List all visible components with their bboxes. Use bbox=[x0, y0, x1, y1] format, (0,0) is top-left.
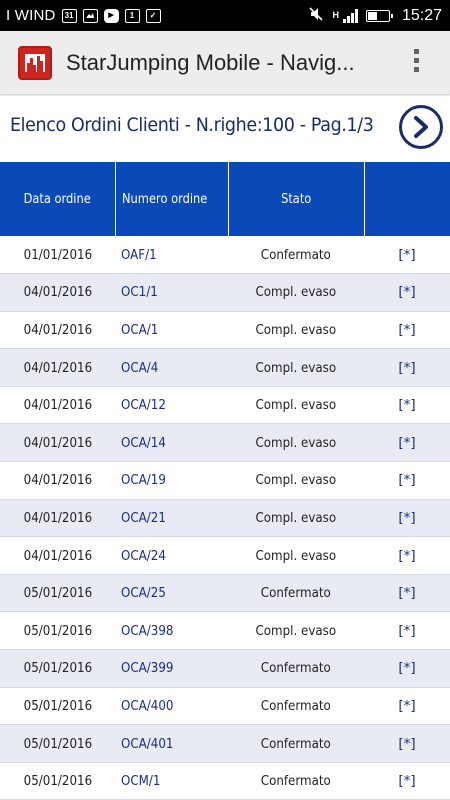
order-number-link[interactable]: OCM/1 bbox=[115, 762, 228, 800]
order-detail-link[interactable]: [*] bbox=[364, 274, 450, 312]
table-row[interactable] bbox=[0, 462, 450, 500]
order-date-cell: 01/01/2016 bbox=[0, 236, 115, 274]
order-status-cell: Confermato bbox=[228, 574, 364, 612]
clock: 15:27 bbox=[401, 6, 442, 24]
gallery-icon bbox=[83, 9, 98, 23]
order-number-link[interactable]: OC1/1 bbox=[115, 274, 228, 312]
clipboard-icon: ✓ bbox=[146, 9, 161, 23]
network-type-label: H bbox=[332, 9, 339, 20]
table-row[interactable] bbox=[0, 236, 450, 274]
order-number-link[interactable]: OCA/12 bbox=[115, 386, 228, 424]
order-date-cell: 04/01/2016 bbox=[0, 386, 115, 424]
order-date-cell: 04/01/2016 bbox=[0, 499, 115, 537]
table-row[interactable] bbox=[0, 311, 450, 349]
order-detail-link[interactable]: [*] bbox=[364, 762, 450, 800]
order-detail-link[interactable]: [*] bbox=[364, 311, 450, 349]
order-date-cell: 04/01/2016 bbox=[0, 424, 115, 462]
page-header bbox=[0, 96, 450, 162]
order-detail-link[interactable]: [*] bbox=[364, 574, 450, 612]
table-row[interactable] bbox=[0, 650, 450, 688]
order-status-cell: Compl. evaso bbox=[228, 424, 364, 462]
table-row[interactable] bbox=[0, 574, 450, 612]
order-number-link[interactable]: OCA/4 bbox=[115, 349, 228, 387]
order-status-cell: Confermato bbox=[228, 687, 364, 725]
order-number-link[interactable]: OCA/21 bbox=[115, 499, 228, 537]
order-detail-link[interactable]: [*] bbox=[364, 687, 450, 725]
column-header-status[interactable]: Stato bbox=[228, 162, 364, 236]
status-bar bbox=[0, 0, 450, 31]
order-detail-link[interactable]: [*] bbox=[364, 612, 450, 650]
order-number-link[interactable]: OCA/1 bbox=[115, 311, 228, 349]
overflow-menu-icon[interactable] bbox=[414, 49, 420, 72]
order-date-cell: 04/01/2016 bbox=[0, 537, 115, 575]
order-detail-link[interactable]: [*] bbox=[364, 424, 450, 462]
order-date-cell: 04/01/2016 bbox=[0, 274, 115, 312]
order-detail-link[interactable]: [*] bbox=[364, 462, 450, 500]
order-detail-link[interactable]: [*] bbox=[364, 725, 450, 763]
order-status-cell: Confermato bbox=[228, 650, 364, 688]
carrier-name: I WIND bbox=[6, 7, 56, 24]
battery-level bbox=[368, 12, 377, 20]
table-row[interactable] bbox=[0, 424, 450, 462]
order-number-link[interactable]: OCA/24 bbox=[115, 537, 228, 575]
app-logo-icon[interactable] bbox=[18, 46, 52, 80]
order-date-cell: 05/01/2016 bbox=[0, 725, 115, 763]
app-bar bbox=[0, 31, 450, 94]
order-date-cell: 05/01/2016 bbox=[0, 574, 115, 612]
order-status-cell: Compl. evaso bbox=[228, 311, 364, 349]
order-number-link[interactable]: OCA/399 bbox=[115, 650, 228, 688]
column-header-date[interactable]: Data ordine bbox=[0, 162, 115, 236]
order-date-cell: 05/01/2016 bbox=[0, 687, 115, 725]
order-status-cell: Compl. evaso bbox=[228, 499, 364, 537]
order-detail-link[interactable]: [*] bbox=[364, 386, 450, 424]
order-date-cell: 05/01/2016 bbox=[0, 650, 115, 688]
table-row[interactable] bbox=[0, 612, 450, 650]
order-date-cell: 05/01/2016 bbox=[0, 612, 115, 650]
order-status-cell: Confermato bbox=[228, 236, 364, 274]
youtube-icon: ▶ bbox=[104, 9, 119, 23]
order-status-cell: Compl. evaso bbox=[228, 274, 364, 312]
order-number-link[interactable]: OCA/398 bbox=[115, 612, 228, 650]
battery-icon bbox=[366, 10, 390, 22]
order-number-link[interactable]: OAF/1 bbox=[115, 236, 228, 274]
order-date-cell: 05/01/2016 bbox=[0, 762, 115, 800]
column-header-number[interactable]: Numero ordine bbox=[115, 162, 228, 236]
order-number-link[interactable]: OCA/25 bbox=[115, 574, 228, 612]
order-date-cell: 04/01/2016 bbox=[0, 311, 115, 349]
order-status-cell: Confermato bbox=[228, 725, 364, 763]
order-status-cell: Confermato bbox=[228, 762, 364, 800]
order-detail-link[interactable]: [*] bbox=[364, 650, 450, 688]
order-status-cell: Compl. evaso bbox=[228, 537, 364, 575]
order-status-cell: Compl. evaso bbox=[228, 462, 364, 500]
order-status-cell: Compl. evaso bbox=[228, 386, 364, 424]
table-row[interactable] bbox=[0, 687, 450, 725]
calendar-icon: 31 bbox=[62, 9, 77, 23]
next-page-icon bbox=[412, 116, 430, 138]
app-title: StarJumping Mobile - Navig... bbox=[66, 49, 355, 75]
order-detail-link[interactable]: [*] bbox=[364, 236, 450, 274]
orders-table bbox=[0, 162, 450, 800]
signal-icon bbox=[343, 9, 358, 23]
order-detail-link[interactable]: [*] bbox=[364, 499, 450, 537]
table-row[interactable] bbox=[0, 349, 450, 387]
column-header-action bbox=[364, 162, 450, 236]
page-title: Elenco Ordini Clienti - N.righe:100 - Pag.1/3 bbox=[10, 114, 374, 136]
table-row[interactable] bbox=[0, 537, 450, 575]
order-date-cell: 04/01/2016 bbox=[0, 349, 115, 387]
table-row[interactable] bbox=[0, 499, 450, 537]
order-number-link[interactable]: OCA/401 bbox=[115, 725, 228, 763]
table-row[interactable] bbox=[0, 386, 450, 424]
order-status-cell: Compl. evaso bbox=[228, 349, 364, 387]
order-number-link[interactable]: OCA/19 bbox=[115, 462, 228, 500]
order-number-link[interactable]: OCA/14 bbox=[115, 424, 228, 462]
table-row[interactable] bbox=[0, 762, 450, 800]
table-row[interactable] bbox=[0, 725, 450, 763]
order-status-cell: Compl. evaso bbox=[228, 612, 364, 650]
table-header-row bbox=[0, 162, 450, 236]
next-page-button[interactable] bbox=[399, 105, 443, 149]
mute-icon bbox=[308, 6, 324, 26]
order-number-link[interactable]: OCA/400 bbox=[115, 687, 228, 725]
order-date-cell: 04/01/2016 bbox=[0, 462, 115, 500]
order-detail-link[interactable]: [*] bbox=[364, 349, 450, 387]
order-detail-link[interactable]: [*] bbox=[364, 537, 450, 575]
notification-icon: 1 bbox=[125, 9, 140, 23]
table-row[interactable] bbox=[0, 274, 450, 312]
